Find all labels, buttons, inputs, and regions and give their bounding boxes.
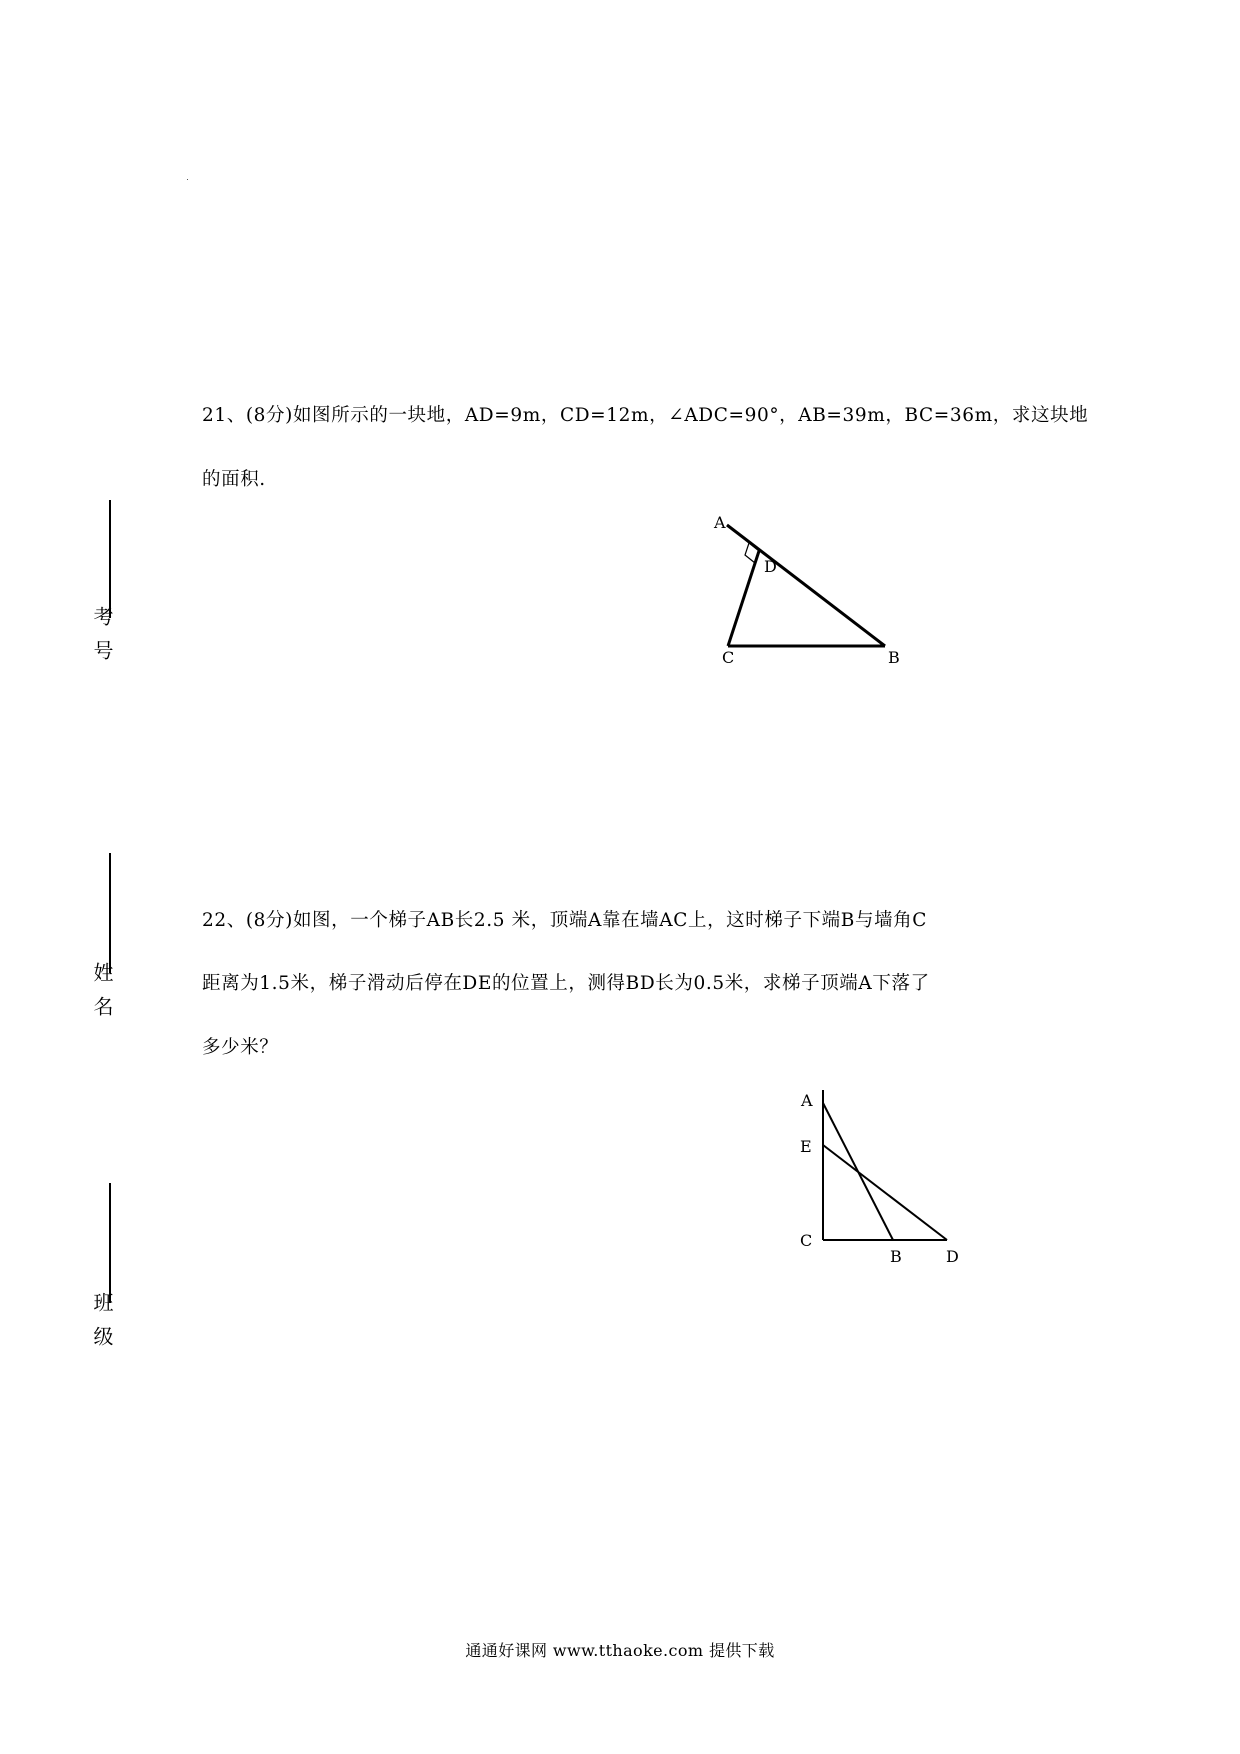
label-c: C <box>800 1231 813 1250</box>
segment-dc <box>728 551 759 646</box>
stray-dot <box>187 179 188 180</box>
label-b: B <box>888 648 900 667</box>
segment-ad <box>727 525 759 551</box>
label-e: E <box>800 1137 812 1156</box>
label-d: D <box>946 1247 959 1266</box>
q22-text-line-1: 22、(8分)如图，一个梯子AB长2.5 米，顶端A靠在墙AC上，这时梯子下端B与墙角C <box>202 910 928 931</box>
footer-download-note: 通通好课网 www.tthaoke.com 提供下载 <box>465 1641 775 1660</box>
q21-text-line-2: 的面积. <box>202 469 266 490</box>
label-c: C <box>722 648 735 667</box>
q21-text-line-1: 21、(8分)如图所示的一块地，AD=9m，CD=12m，∠ADC=90°，AB=39m，BC=36m，求这块地 <box>202 405 1089 426</box>
label-b: B <box>890 1247 902 1266</box>
name-blank-line <box>109 853 111 973</box>
name-label: 姓名 <box>90 962 114 1030</box>
q21-figure <box>700 505 920 670</box>
class-blank-line <box>109 1183 111 1303</box>
q22-text-line-2: 距离为1.5米，梯子滑动后停在DE的位置上，测得BD长为0.5米，求梯子顶端A下落了 <box>202 973 930 994</box>
class-label: 班级 <box>90 1292 114 1360</box>
q22-text-line-3: 多少米？ <box>202 1037 279 1058</box>
exam-no-label: 考号 <box>90 606 114 674</box>
exam-no-blank-line <box>109 500 111 618</box>
label-a: A <box>801 1091 813 1110</box>
q22-figure <box>790 1080 970 1265</box>
label-a: A <box>714 513 726 532</box>
segment-ab <box>727 525 885 646</box>
label-d: D <box>764 557 777 576</box>
